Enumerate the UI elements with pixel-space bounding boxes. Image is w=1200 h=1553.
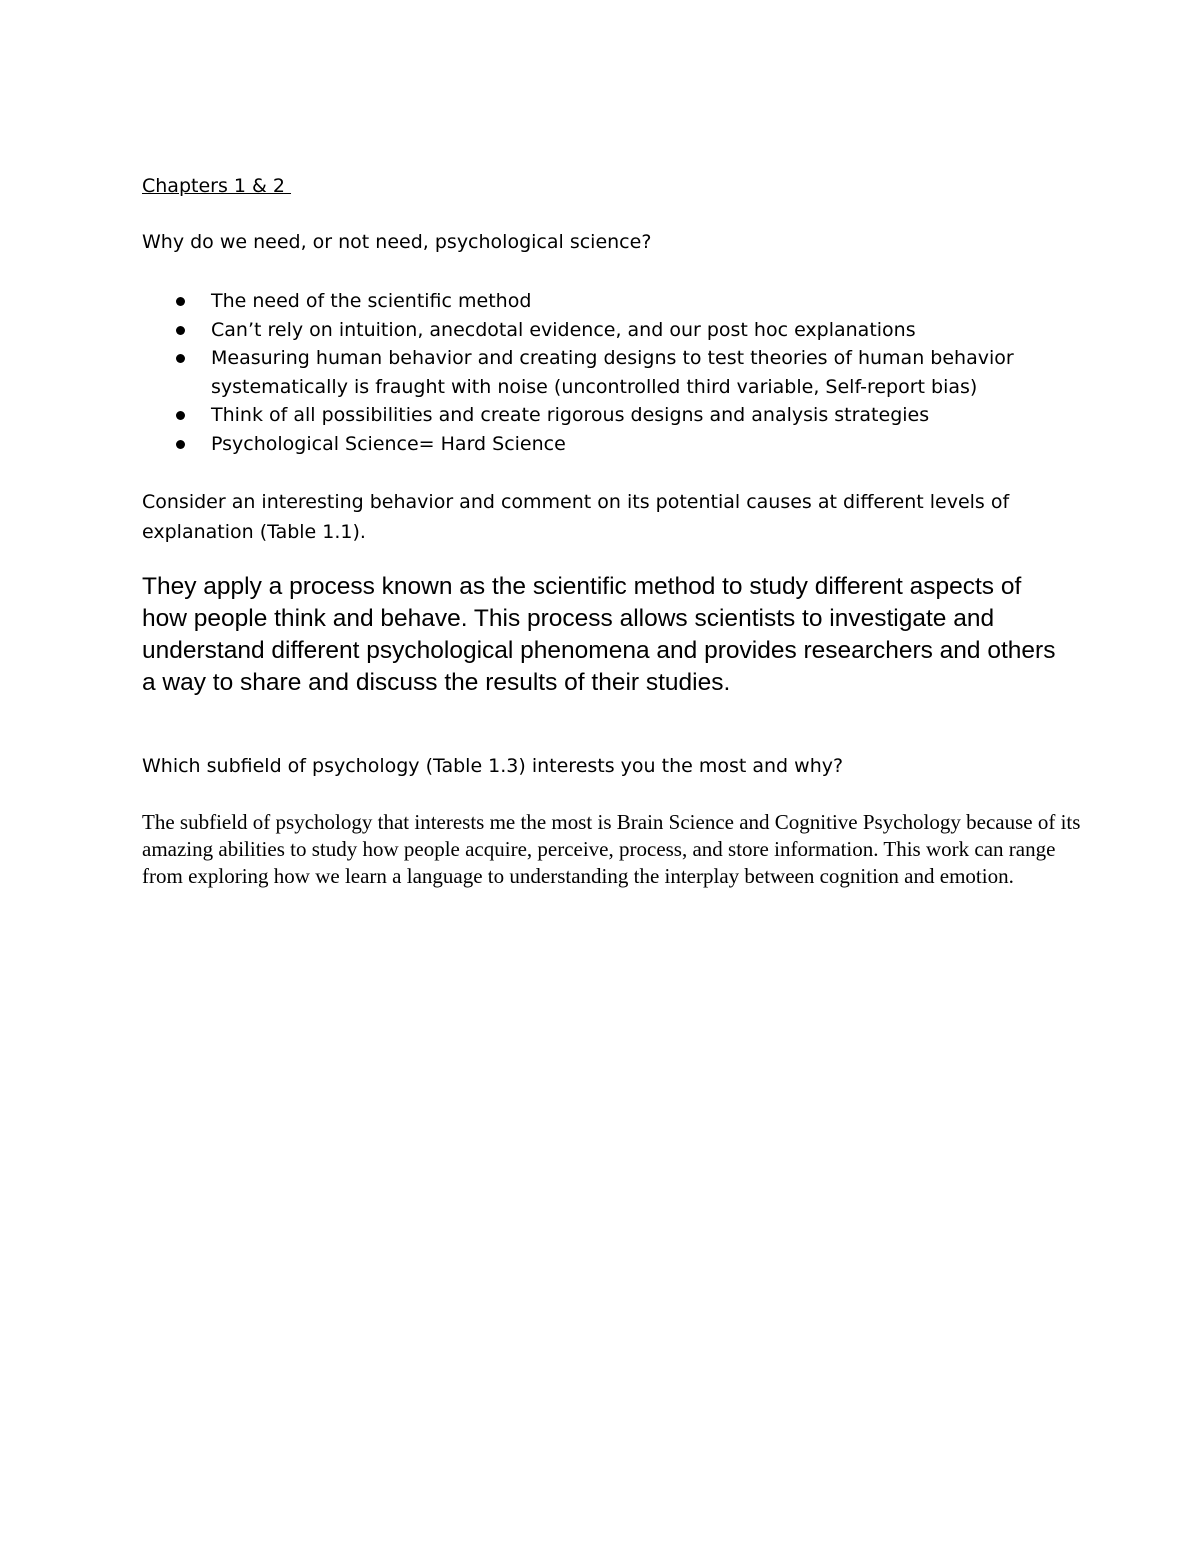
list-item-text: Psychological Science= Hard Science [211, 432, 566, 455]
list-item-text: Can’t rely on intuition, anecdotal evidence, and our post hoc explanations [211, 318, 916, 341]
list-item-text: Measuring human behavior and creating designs to test theories of human behavior systematically is fraught with noise (uncontrolled third variable, Self-report bias) [211, 347, 1014, 398]
question-3: Which subfield of psychology (Table 1.3) interests you the most and why? [142, 755, 844, 777]
list-item [142, 287, 1062, 316]
bullet-icon [176, 440, 185, 449]
list-item-text: Think of all possibilities and create rigorous designs and analysis strategies [211, 404, 930, 427]
list-item [142, 401, 1062, 430]
list-item [142, 316, 1062, 345]
bullet-icon [176, 354, 185, 363]
answer-2: They apply a process known as the scientific method to study different aspects of how people think and behave. This process allows scientists to investigate and understand different psychological phenomena and provides researchers and others a way to share and discuss the results of their studies. [142, 573, 1056, 696]
list-item-text: The need of the scientific method [211, 290, 532, 312]
bullet-icon [176, 411, 185, 420]
chapter-heading: Chapters 1 & 2 [142, 175, 292, 197]
list-item [142, 430, 1062, 459]
bullet-icon [176, 326, 185, 335]
bullet-list [142, 287, 1062, 459]
answer-3: The subfield of psychology that interests me the most is Brain Science and Cognitive Psychology because of its amazing abilities to study how people acquire, perceive, process, and store information. This work can range from exploring how we learn a language to understanding the interplay between cognition and emotion. [142, 810, 1081, 888]
list-item [142, 344, 1062, 401]
question-1: Why do we need, or not need, psychological science? [142, 231, 652, 253]
bullet-icon [176, 297, 185, 306]
question-2: Consider an interesting behavior and comment on its potential causes at different levels of explanation (Table 1.1). [142, 491, 1010, 543]
